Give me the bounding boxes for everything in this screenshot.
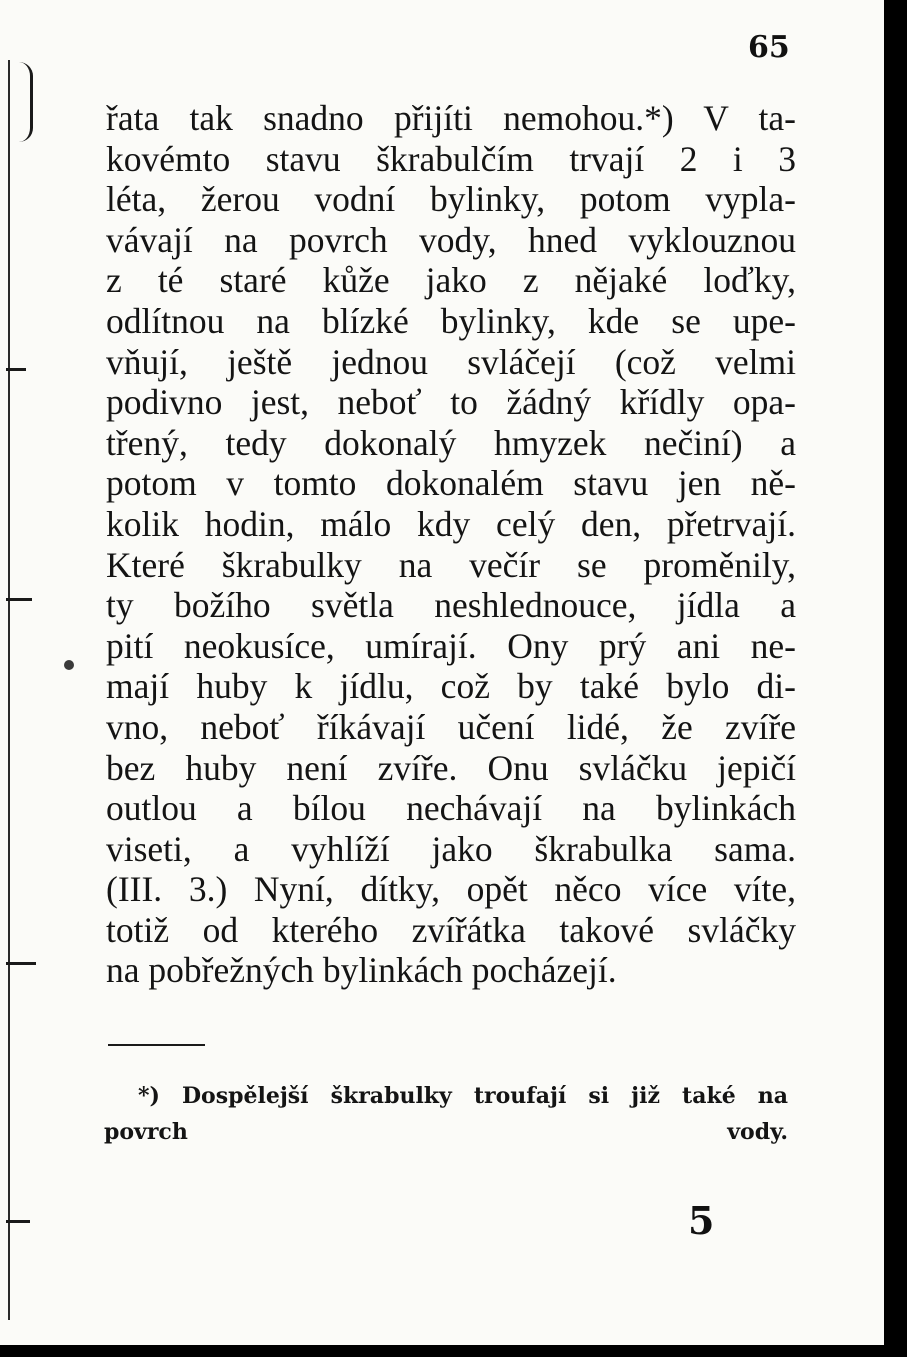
text-line: pití neokusíce, umírají. Ony prý ani ne-	[106, 625, 796, 666]
text-line: viseti, a vyhlíží jako škrabulka sama.	[106, 828, 796, 869]
text-line: (III. 3.) Nyní, dítky, opět něco více víte,	[106, 869, 796, 910]
scan-edge	[884, 0, 907, 1357]
text-line: léta, žerou vodní bylinky, potom vypla-	[106, 179, 796, 220]
text-line: kolik hodin, málo kdy celý den, přetrvají.	[106, 503, 796, 544]
margin-tick-mark	[6, 598, 32, 601]
footnote-line: *) Dospělejší škrabulky troufají si již také na	[138, 1083, 788, 1109]
text-line: řata tak snadno přijíti nemohou.*) V ta-	[106, 98, 796, 138]
text-line: podivno jest, neboť to žádný křídly opa-	[106, 382, 796, 423]
margin-tick-mark	[6, 962, 36, 965]
binding-margin-line	[8, 60, 10, 1320]
text-line: vávají na povrch vody, hned vyklouznou	[106, 219, 796, 260]
text-line: ty božího světla neshlednouce, jídla a	[106, 585, 796, 626]
signature-mark: 5	[688, 1198, 715, 1243]
text-line: vňují, ještě jednou svláčejí (což velmi	[106, 341, 796, 382]
text-line: vno, neboť říkávají učení lidé, že zvíře	[106, 706, 796, 747]
footnote	[104, 1078, 788, 1150]
text-line: odlítnou na blízké bylinky, kde se upe-	[106, 300, 796, 341]
text-line: potom v tomto dokonalém stavu jen ně-	[106, 463, 796, 504]
page-number: 65	[748, 30, 790, 65]
text-line: na pobřežných bylinkách pocházejí.	[106, 950, 617, 991]
text-line: Které škrabulky na večír se proměnily,	[106, 544, 796, 585]
text-line: kovémto stavu škrabulčím trvají 2 i 3	[106, 138, 796, 179]
text-line: totiž od kterého zvířátka takové svláčky	[106, 909, 796, 950]
text-line: mají huby k jídlu, což by také bylo di-	[106, 666, 796, 707]
margin-tick-mark	[6, 1220, 30, 1223]
footnote-rule	[108, 1044, 205, 1046]
margin-bracket-mark	[16, 62, 33, 142]
text-line: outlou a bílou nechávají na bylinkách	[106, 788, 796, 829]
footnote-line: povrch vody.	[104, 1119, 788, 1145]
text-line: bez huby není zvíře. Onu svláčku jepičí	[106, 747, 796, 788]
text-line: z té staré kůže jako z nějaké loďky,	[106, 260, 796, 301]
margin-dot-mark	[64, 660, 74, 670]
body-text	[106, 98, 796, 991]
margin-tick-mark	[6, 368, 26, 371]
text-line: třený, tedy dokonalý hmyzek nečiní) a	[106, 422, 796, 463]
